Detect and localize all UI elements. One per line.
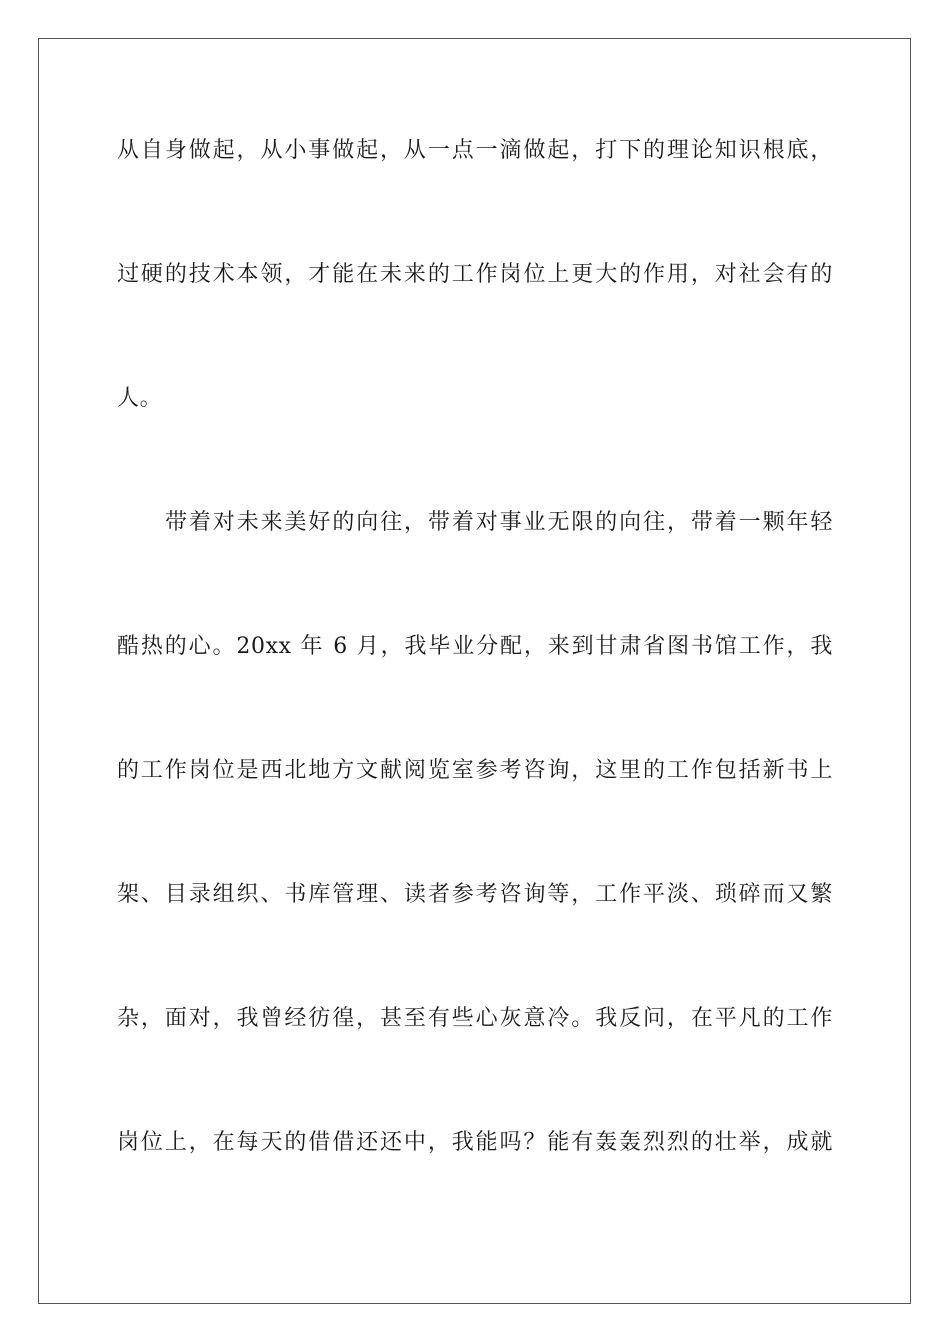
text-line-5: 酷热的心。20xx 年 6 月，我毕业分配，来到甘肃省图书馆工作，我 bbox=[117, 634, 833, 659]
text-line-9: 岗位上，在每天的借借还还中，我能吗？能有轰轰烈烈的壮举，成就 bbox=[117, 1130, 833, 1155]
text-line-7: 架、目录组织、书库管理、读者参考咨询等，工作平淡、琐碎而又繁 bbox=[117, 882, 833, 907]
text-line-6: 的工作岗位是西北地方文献阅览室参考咨询，这里的工作包括新书上 bbox=[117, 758, 833, 783]
text-line-3: 人。 bbox=[117, 386, 163, 411]
page-frame bbox=[38, 38, 911, 1304]
text-line-2: 过硬的技术本领，才能在未来的工作岗位上更大的作用，对社会有的 bbox=[117, 262, 833, 287]
text-line-8: 杂，面对，我曾经彷徨，甚至有些心灰意冷。我反问，在平凡的工作 bbox=[117, 1006, 833, 1031]
text-line-4: 带着对未来美好的向往，带着对事业无限的向往，带着一颗年轻 bbox=[165, 510, 833, 535]
text-line-1: 从自身做起，从小事做起，从一点一滴做起，打下的理论知识根底， bbox=[117, 138, 833, 163]
